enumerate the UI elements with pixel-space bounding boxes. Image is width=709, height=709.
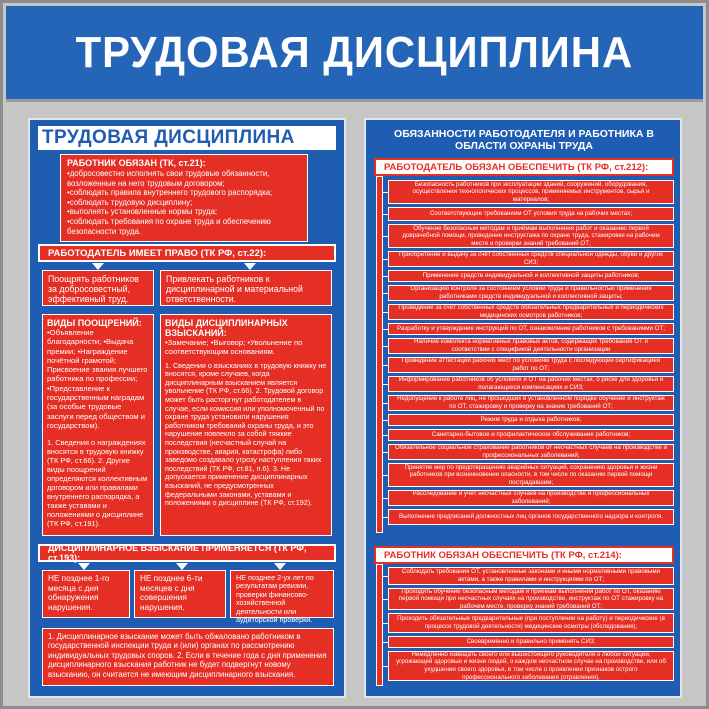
connector-line — [383, 192, 388, 193]
connector-line — [383, 435, 388, 436]
connector-line — [383, 599, 388, 600]
liability-box: Привлекать работников к дисциплинарной и материальной ответственности. — [160, 270, 332, 306]
duty-item: Недопущение к работе лиц, не прошедших в установленном порядке обучение и инструктаж по ОТ, стажировку и проверку на знание требований ОТ; — [388, 395, 674, 411]
connector-line — [383, 312, 388, 313]
term-box: НЕ позднее 2-ух лет по результатам ревизии, проверки финансово-хозяйственной деятельности или аудиторской проверки. — [230, 570, 334, 618]
worker-duties-list — [67, 169, 301, 236]
connector-line — [383, 623, 388, 624]
connector-line — [383, 498, 388, 499]
connector-line — [383, 642, 388, 643]
right-panel-title: ОБЯЗАННОСТИ РАБОТОДАТЕЛЯ И РАБОТНИКА В ОБЛАСТИ ОХРАНЫ ТРУДА — [394, 128, 654, 152]
employer-duties-heading: РАБОТОДАТЕЛЬ ОБЯЗАН ОБЕСПЕЧИТЬ (ТК РФ, ст.212): — [374, 158, 674, 176]
duty-item: Обязательное социальное страхование работников от несчастных случаев на производстве и профессиональных заболеваний; — [388, 444, 674, 460]
duty-item: Принятие мер по предотвращению аварийных ситуаций, сохранению здоровья и жизни работников при возникновении опасности, в том числе по оказанию первой помощи пострадавшим; — [388, 463, 674, 487]
worker-duty-item: •соблюдать трудовую дисциплину; — [67, 197, 193, 207]
connector-line — [383, 214, 388, 215]
duty-item: Наличие комплекта нормативных правовых актов, содержащих требования ОТ и соответствии с спецификой деятельности организации — [388, 338, 674, 354]
connector-line — [383, 420, 388, 421]
poster-banner — [6, 6, 703, 102]
connector-line — [383, 259, 388, 260]
worker-duties-heading: РАБОТНИК ОБЯЗАН (ТК, ст.21): — [67, 158, 206, 168]
duty-item: Проходить обучение безопасным методам и приёмам выполнения работ по ОТ, оказанию первой помощи при несчастных случаях на производстве, инструктаж по ОТ стажировку на рабочем месте, проверку знаний требований ОТ; — [388, 588, 674, 610]
rewards-box — [42, 314, 154, 536]
term-box: НЕ позднее 1-го месяца с дня обнаружения нарушения. — [42, 570, 130, 618]
worker-duties-box — [60, 154, 308, 242]
poster-title: ТРУДОВАЯ ДИСЦИПЛИНА — [75, 27, 634, 77]
encourage-box: Поощрять работников за добросовестный, эффективный труд. — [42, 270, 154, 306]
duty-item: Проведение аттестаций рабочих мест по условиям труда с последующей сертификацией работ по ОТ; — [388, 357, 674, 373]
connector-line — [383, 276, 388, 277]
duty-item: Санитарно-бытовое и профилактическое обслуживание работников; — [388, 429, 674, 441]
duty-item: Выполнение предписаний должностных лиц органов государственного надзора и контроля. — [388, 509, 674, 525]
worker-duties-spine — [376, 564, 383, 686]
appeal-note-box: 1. Дисциплинарное взыскание может быть обжаловано работником в государственной инспекции труда и (или) органах по рассмотрению индивидуальных трудовых споров. 2. Если в течение года с дня применения дисциплинарного взыскания работник не будет подвергнут новому взысканию, он считается не имеющим дисциплинарного взыскания. — [42, 628, 334, 686]
duty-item: Режим труда и отдыха работников; — [388, 414, 674, 426]
duty-item: Соблюдать требования ОТ, установленные законами и иными нормативными правовыми актами, а также правилами и инструкциями по ОТ; — [388, 567, 674, 585]
worker-duty-item: •выполнять установленные нормы труда; — [67, 207, 218, 217]
arrow-down-icon — [92, 263, 104, 270]
duty-item: Расследование и учёт несчастных случаев на производстве и профессиональных заболеваний; — [388, 490, 674, 506]
duty-item: Безопасность работников при эксплуатации зданий, сооружений, оборудования, осуществлении технологических процессов, применяемых инструментов, сырья и материалов; — [388, 180, 674, 204]
connector-line — [383, 384, 388, 385]
worker-duty-item: •соблюдать требования по охране труда и обеспечению безопасности труда. — [67, 216, 271, 236]
penalties-heading: ВИДЫ ДИСЦИПЛИНАРНЫХ ВЗЫСКАНИЙ: — [165, 318, 288, 338]
employer-right-heading: РАБОТОДАТЕЛЬ ИМЕЕТ ПРАВО (ТК РФ, ст.22): — [38, 244, 336, 262]
left-panel — [28, 118, 346, 698]
penalty-applied-heading: ДИСЦИПЛИНАРНОЕ ВЗЫСКАНИЕ ПРИМЕНЯЕТСЯ (ТК РФ, ст.193): — [38, 544, 336, 562]
worker-duties-heading-right: РАБОТНИК ОБЯЗАН ОБЕСПЕЧИТЬ (ТК РФ, ст.214): — [374, 546, 674, 564]
duty-item: Проведение за счёт собственных средств обязательных предварительных и периодических медицинских осмотров работников; — [388, 304, 674, 320]
connector-line — [383, 403, 388, 404]
duty-item: Применение средств индивидуальной и коллективной защиты работников; — [388, 270, 674, 282]
arrow-down-icon — [176, 563, 188, 570]
left-panel-title: ТРУДОВАЯ ДИСЦИПЛИНА — [38, 126, 336, 150]
duty-item: Соответствующие требованиям ОТ условия труда на рабочих местах; — [388, 207, 674, 221]
term-box: НЕ позднее 6-ти месяцев с дня совершения нарушения. — [134, 570, 226, 618]
penalties-box — [160, 314, 332, 536]
employer-duties-spine — [376, 176, 383, 533]
duty-item: Обучение безопасным методам и приёмам выполнения работ и оказанию первой доврачебной помощи, проведение инструктажа по охране труда, стажировки на рабочем месте и проверки знаний требований ОТ; — [388, 224, 674, 248]
connector-line — [383, 346, 388, 347]
connector-line — [383, 365, 388, 366]
rewards-list: •Объявление благодарности; •Выдача премии; •Награждение почётной грамотой; Присвоение звания лучшего работника по профессии; •Представление к государственным наградам (за особые трудовые заслуги перед обществом и государством). — [47, 328, 148, 430]
connector-line — [383, 666, 388, 667]
duty-item: Информирование работников об условиях и ОТ на рабочих местах, о риске для здоровья и полагающихся компенсациях и СИЗ; — [388, 376, 674, 392]
connector-line — [383, 236, 388, 237]
connector-line — [383, 452, 388, 453]
right-panel — [364, 118, 682, 698]
connector-line — [383, 517, 388, 518]
arrow-down-icon — [274, 563, 286, 570]
duty-item: Проходить обязательные предварительные (при поступлении на работу) и периодические (в процессе трудовой деятельности) медицинские осмотры (обследования); — [388, 613, 674, 633]
rewards-heading: ВИДЫ ПООЩРЕНИЙ: — [47, 318, 142, 328]
duty-item: Немедленно извещать своего или вышестоящего руководителя о любой ситуации, угрожающей здоровью и жизни людей, о каждом несчастном случае на производстве, или об ухудшении своего здоровья, в том числе о проявлении признаков острого профессионального заболевания (отравления). — [388, 651, 674, 681]
duty-item: Разработку и утверждение инструкций по ОТ, ознакомление работников с требованиями ОТ; — [388, 323, 674, 335]
worker-duty-item: •соблюдать правила внутреннего трудового распорядка; — [67, 188, 273, 198]
connector-line — [383, 576, 388, 577]
arrow-down-icon — [244, 263, 256, 270]
rewards-note: 1. Сведения о награждениях вносятся в трудовую книжку (ТК РФ, ст.66). 2. Другие виды поощрений определяются коллективным договором или правилами внутреннего распорядка, а также уставами и положениями о дисциплине (ТК РФ, ст.191). — [47, 438, 148, 529]
duty-item: Организацию контроля за состоянием условий труда и правильностью применения работниками средств индивидуальной и коллективной защиты; — [388, 285, 674, 301]
duty-item: Своевременно и правильно применять СИЗ; — [388, 636, 674, 648]
penalties-note: 1. Сведения о взысканиях в трудовую книжку не вносятся, кроме случаев, когда дисциплинарным взысканием является увольнение (ТК РФ, ст.66). 2. Трудовой договор может быть расторгнут работодателем в случае, если комиссия или уполномоченный по охране труда установили нарушения работником требований охраны труда, и это нарушение повлекло за собой тяжкие последствия (несчастный случай на производстве, авария, катастрофа) либо заведомо создавало угрозу наступления таких последствий (ТК РФ, ст.81, п.6). 3. Не допускается применение дисциплинарных взысканий, не предусмотренных федеральными законами, уставами и положениями о дисциплине (ТК РФ, ст.192). — [165, 360, 327, 508]
connector-line — [383, 293, 388, 294]
penalties-list: •Замечание; •Выговор; •Увольнение по соответствующим основаниям. — [165, 338, 303, 357]
connector-line — [383, 329, 388, 330]
duty-item: Приобретение и выдачу за счёт собственных средств специальной одежды, обуви и других СИЗ; — [388, 251, 674, 267]
worker-duty-item: •добросовестно исполнять свои трудовые обязанности, возложенные на него трудовым договором; — [67, 169, 270, 188]
connector-line — [383, 475, 388, 476]
arrow-down-icon — [78, 563, 90, 570]
